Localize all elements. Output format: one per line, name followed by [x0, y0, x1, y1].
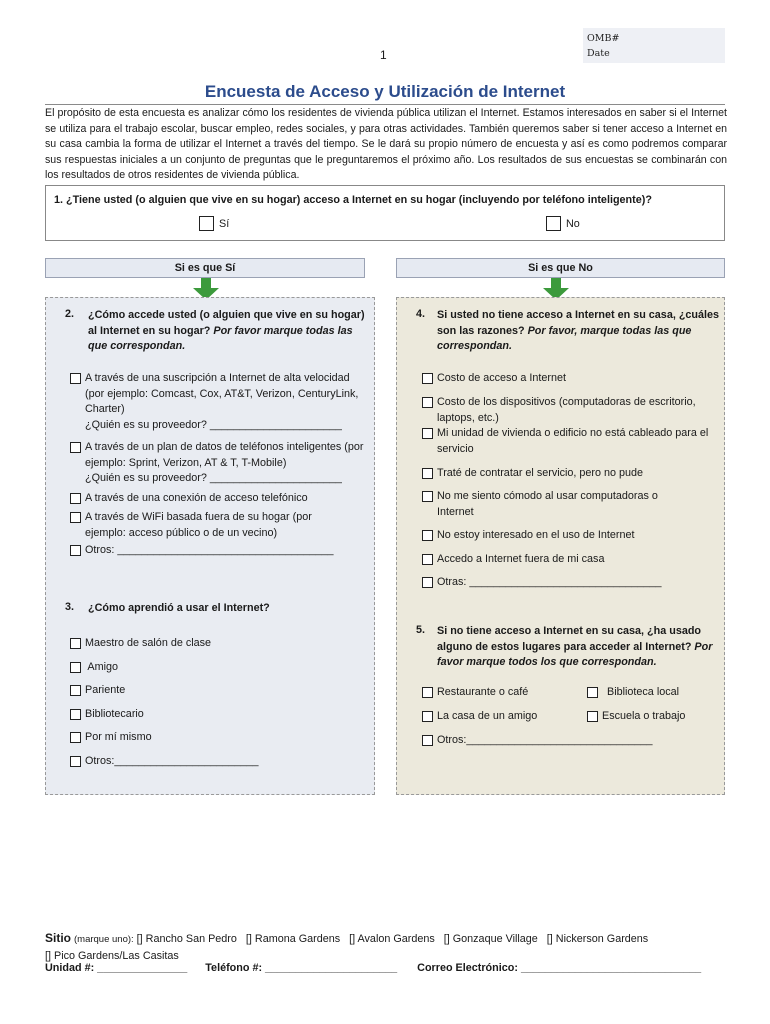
question-3-number: 3. [65, 601, 75, 613]
q4-option-other[interactable] [422, 575, 717, 591]
phone-field[interactable]: Teléfono #: ______________________ [205, 962, 398, 974]
q1-no-label: No [566, 217, 580, 230]
left-panel [45, 297, 375, 795]
q5-option-school-work[interactable] [587, 709, 685, 725]
checkbox[interactable] [70, 442, 81, 453]
unit-field[interactable]: Unidad #: _______________ [45, 962, 188, 974]
checkbox[interactable] [587, 711, 598, 722]
checkbox[interactable] [422, 711, 433, 722]
q4-option-label: Traté de contratar el servicio, pero no pude [437, 467, 644, 479]
question-5-text [437, 624, 720, 671]
q4-option-device-cost[interactable] [422, 395, 717, 426]
q4-option-access-cost[interactable] [422, 371, 717, 387]
question-3-text: ¿Cómo aprendió a usar el Internet? [88, 602, 270, 614]
checkbox[interactable] [422, 373, 433, 384]
q5-option-label: Escuela o trabajo [602, 710, 686, 722]
q3-option-label: Maestro de salón de clase [85, 637, 212, 649]
q5-option-library[interactable] [587, 685, 679, 701]
checkbox[interactable] [70, 756, 81, 767]
question-5-note: Por favor marque todos los que correspondan. [437, 640, 713, 668]
site-options-2[interactable]: [] Pico Gardens/Las Casitas [45, 950, 179, 962]
contact-fields [45, 962, 735, 974]
checkbox[interactable] [422, 428, 433, 439]
q4-option-label: Costo de acceso a Internet [437, 372, 567, 384]
sitio-label: Sitio [45, 931, 71, 945]
checkbox[interactable] [70, 685, 81, 696]
checkbox[interactable] [546, 216, 561, 231]
q4-option-tried[interactable] [422, 466, 717, 482]
intro-paragraph: El propósito de esta encuesta es analizar cómo los residentes de vivienda pública utilizan el Internet. Estamos interesados en saber si el Internet se utiliza para el trabajo escolar, buscar empleo, redes sociales, y para otras actividades. También queremos saber si tener acceso a Internet en su casa cambia la forma de utilizar el Internet a través del tiempo. Se le dará su propio número de encuesta y así es como podremos comparar sus respuestas iniciales a un conjunto de preguntas que le preguntaremos el próximo año. Los resultados de sus encuestas se combinarán con los resultados de otros residentes de vivienda pública. [45, 107, 727, 182]
right-panel [396, 297, 725, 795]
checkbox[interactable] [422, 687, 433, 698]
q5-option-label: Otros:_______________________________ [437, 734, 653, 746]
q4-option-label: Otras: ________________________________ [437, 576, 662, 588]
q3-option-label: Bibliotecario [85, 708, 144, 720]
q4-option-label: Mi unidad de vivienda o edificio no está cableado para el servicio [437, 427, 709, 455]
q3-option-librarian[interactable] [70, 707, 144, 723]
q2-option-label: Otros: ____________________________________ [85, 544, 334, 556]
question-4-text [437, 308, 720, 355]
checkbox[interactable] [70, 638, 81, 649]
q1-yes-label: Sí [219, 217, 230, 230]
q2-option-dialup[interactable] [70, 491, 370, 507]
branch-no-header: Si es que No [396, 258, 725, 278]
q3-option-label: Amigo [85, 661, 119, 673]
q2-option-smartphone[interactable] [70, 440, 370, 487]
page-number: 1 [380, 48, 387, 62]
q4-option-label: No me siento cómodo al usar computadoras o Internet [437, 490, 658, 518]
checkbox[interactable] [422, 530, 433, 541]
q2-option-label: A través de un plan de datos de teléfonos inteligentes (por ejemplo: Sprint, Verizon, AT & T, T-Mobile) [85, 441, 364, 469]
question-4-number: 4. [416, 308, 426, 320]
page-title: Encuesta de Acceso y Utilización de Internet [204, 82, 566, 101]
checkbox[interactable] [70, 709, 81, 720]
q4-option-uncomfortable[interactable] [422, 489, 692, 520]
checkbox[interactable] [70, 493, 81, 504]
question-4-note: Por favor, marque todas las que correspondan. [437, 324, 692, 352]
q3-option-teacher[interactable] [70, 636, 211, 652]
q1-option-no[interactable] [546, 216, 580, 231]
q4-option-outside[interactable] [422, 552, 717, 568]
checkbox[interactable] [70, 662, 81, 673]
q3-option-label: Por mí mismo [85, 731, 152, 743]
q2-option-wifi[interactable] [70, 510, 340, 541]
q2-option-label: A través de WiFi basada fuera de su hogar (por ejemplo: acceso público o de un vecino) [85, 511, 312, 539]
q3-option-relative[interactable] [70, 683, 125, 699]
q3-option-friend[interactable] [70, 660, 118, 676]
q5-option-restaurant[interactable] [422, 685, 528, 701]
omb-date-box [583, 28, 725, 63]
omb-label: OMB# [587, 33, 620, 44]
site-options[interactable]: [] Rancho San Pedro [] Ramona Gardens [] Avalon Gardens [] Gonzaque Village [] Nickerson Gardens [136, 933, 649, 945]
checkbox[interactable] [70, 373, 81, 384]
question-2-note: Por favor marque todas las que correspondan. [88, 324, 353, 352]
q2-option-label: A través de una conexión de acceso telefónico [85, 492, 308, 504]
q2-option-other[interactable] [70, 543, 370, 559]
q3-option-label: Pariente [85, 684, 126, 696]
checkbox[interactable] [422, 577, 433, 588]
q4-option-label: No estoy interesado en el uso de Internet [437, 529, 635, 541]
q3-option-other[interactable] [70, 754, 259, 770]
checkbox[interactable] [70, 732, 81, 743]
provider-prompt: ¿Quién es su proveedor? ______________________ [85, 419, 342, 432]
checkbox[interactable] [422, 735, 433, 746]
q5-option-label: La casa de un amigo [437, 710, 538, 722]
q1-option-yes[interactable] [199, 216, 229, 231]
checkbox[interactable] [70, 545, 81, 556]
checkbox[interactable] [70, 512, 81, 523]
question-2-number: 2. [65, 308, 75, 320]
provider-prompt: ¿Quién es su proveedor? ______________________ [85, 472, 342, 485]
question-2-text [88, 308, 373, 355]
date-label: Date [587, 48, 610, 59]
q2-option-highspeed[interactable] [70, 371, 370, 434]
checkbox[interactable] [199, 216, 214, 231]
checkbox[interactable] [587, 687, 598, 698]
question-1-box [45, 185, 725, 241]
q5-option-friend-house[interactable] [422, 709, 537, 725]
branch-yes-header: Si es que Sí [45, 258, 365, 278]
checkbox[interactable] [422, 397, 433, 408]
q3-option-myself[interactable] [70, 730, 152, 746]
sitio-hint: (marque uno): [74, 934, 134, 945]
q4-option-not-interested[interactable] [422, 528, 717, 544]
question-5-number: 5. [416, 624, 426, 636]
q4-option-label: Accedo a Internet fuera de mi casa [437, 553, 605, 565]
email-field[interactable]: Correo Electrónico: ______________________________ [417, 962, 702, 974]
q5-option-other[interactable] [422, 733, 722, 749]
q5-option-label: Biblioteca local [607, 686, 680, 698]
question-4-main: Si usted no tiene acceso a Internet en su casa, ¿cuáles son las razones? [437, 309, 720, 337]
checkbox[interactable] [422, 554, 433, 565]
site-selection [45, 930, 725, 964]
question-5-main: Si no tiene acceso a Internet en su casa, ¿ha usado alguno de estos lugares para acceder al Internet? [437, 625, 702, 653]
q4-option-label: Costo de los dispositivos (computadoras de escritorio, laptops, etc.) [437, 396, 696, 424]
title-divider [45, 104, 725, 105]
question-1-text: 1. ¿Tiene usted (o alguien que vive en su hogar) acceso a Internet en su hogar (incluyendo por teléfono inteligente)? [54, 194, 652, 206]
q4-option-not-wired[interactable] [422, 426, 722, 457]
question-2-main: ¿Cómo accede usted (o alguien que vive en su hogar) al Internet en su hogar? [88, 309, 365, 337]
checkbox[interactable] [422, 468, 433, 479]
q3-option-label: Otros:________________________ [85, 755, 259, 767]
q5-option-label: Restaurante o café [437, 686, 529, 698]
checkbox[interactable] [422, 491, 433, 502]
q2-option-label: A través de una suscripción a Internet de alta velocidad (por ejemplo: Comcast, Cox, AT&T, Verizon, CenturyLink, Charter) [85, 372, 359, 416]
